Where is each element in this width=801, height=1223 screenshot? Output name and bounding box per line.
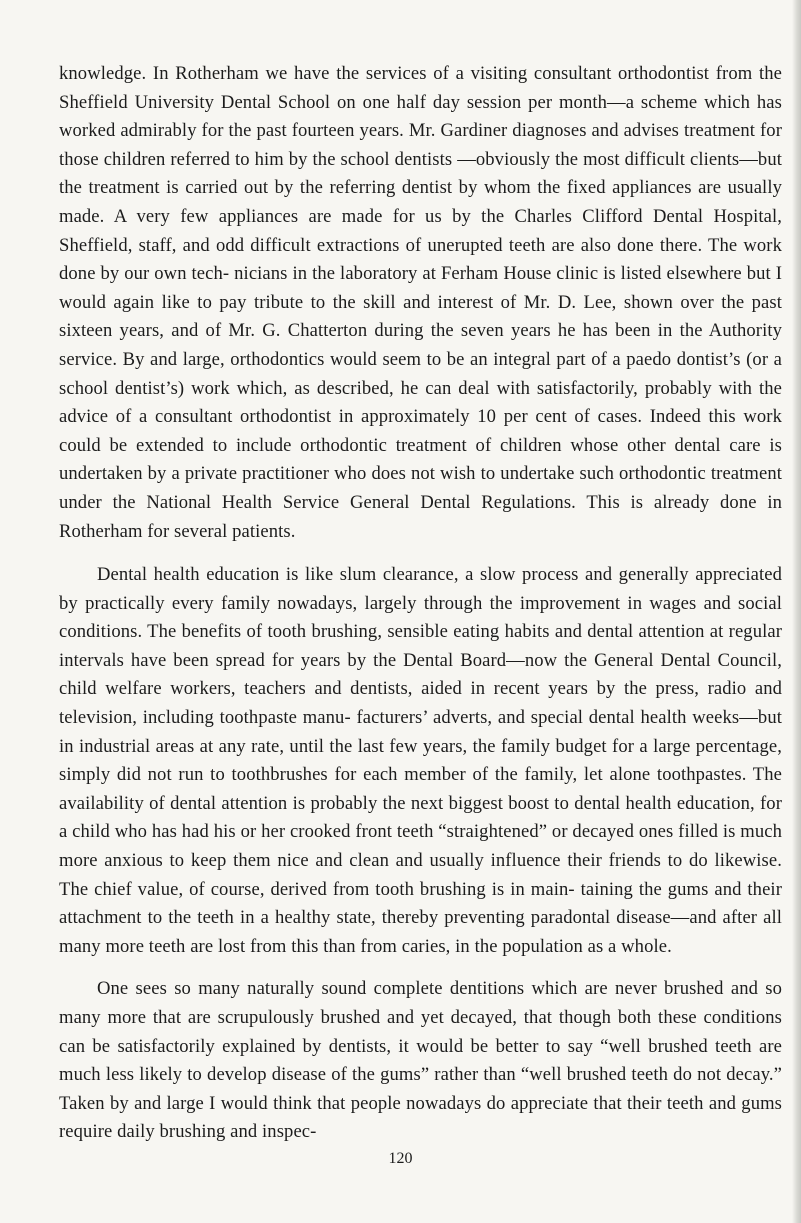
body-text <box>59 60 782 1147</box>
paragraph-tooth-brushing: One sees so many naturally sound complete dentitions which are never brushed and so many more that are scrupulously brushed and yet decayed, that though both these conditions can be satisfactorily explained by dentists, it would be better to say “well brushed teeth are much less likely to develop disease of the gums” rather than “well brushed teeth do not decay.” Taken by and large I would think that people nowadays do appreciate that their teeth and gums require daily brushing and inspec- <box>59 978 782 1143</box>
page-number: 120 <box>388 1150 413 1167</box>
paragraph-orthodontics: knowledge. In Rotherham we have the services of a visiting consultant orthodontist from the Sheffield University Dental School on one half day session per month—a scheme which has worked admirably for the past fourteen years. Mr. Gardiner diagnoses and advises treatment for those children referred to him by the school dentists —obviously the most difficult clients—but the treatment is carried out by the referring dentist by whom the fixed appliances are usually made. A very few appliances are made for us by the Charles Clifford Dental Hospital, Sheffield, staff, and odd difficult extractions of unerupted teeth are also done there. The work done by our own tech- nicians in the laboratory at Ferham House clinic is listed elsewhere but I would again like to pay tribute to the skill and interest of Mr. D. Lee, shown over the past sixteen years, and of Mr. G. Chatterton during the seven years he has been in the Authority service. By and large, orthodontics would seem to be an integral part of a paedo dontist’s (or a school dentist’s) work which, as described, he can deal with satisfactorily, probably with the advice of a consultant orthodontist in approximately 10 per cent of cases. Indeed this work could be extended to include orthodontic treatment of children whose other dental care is undertaken by a private practitioner who does not wish to undertake such orthodontic treatment under the National Health Service General Dental Regulations. This is already done in Rotherham for several patients. <box>59 63 782 542</box>
page-edge-shadow <box>792 0 801 1223</box>
paragraph-dental-health-education: Dental health education is like slum clearance, a slow process and generally appreciated by practically every family nowadays, largely through the improvement in wages and social conditions. The benefits of tooth brushing, sensible eating habits and dental attention at regular intervals have been spread for years by the Dental Board—now the General Dental Council, child welfare workers, teachers and dentists, aided in recent years by the press, radio and television, including toothpaste manu- facturers’ adverts, and special dental health weeks—but in industrial areas at any rate, until the last few years, the family budget for a large percentage, simply did not run to toothbrushes for each member of the family, let alone toothpastes. The availability of dental attention is probably the next biggest boost to dental health education, for a child who has had his or her crooked front teeth “straightened” or decayed ones filled is much more anxious to keep them nice and clean and usually influence their friends to do likewise. The chief value, of course, derived from tooth brushing is in main- taining the gums and their attachment to the teeth in a healthy state, thereby preventing paradontal disease—and after all many more teeth are lost from this than from caries, in the population as a whole. <box>59 564 782 957</box>
